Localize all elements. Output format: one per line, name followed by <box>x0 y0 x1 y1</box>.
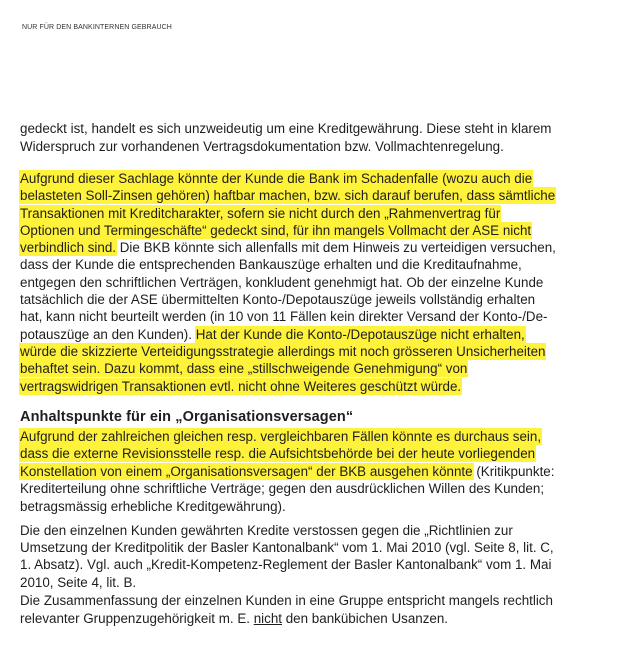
text-segment: (Kritikpunkte: <box>472 463 555 479</box>
text-segment: tatsächlich die der ASE übermittelten Konto-/Depotauszüge jeweils vollständig erhalten <box>20 292 536 308</box>
text-line <box>20 222 634 239</box>
text-line: Die den einzelnen Kunden gewährten Kredite verstossen gegen die „Richtlinien zur <box>20 523 513 538</box>
paragraph-liability <box>20 170 634 395</box>
highlighted-text: würde die skizzierte Verteidigungsstrategie allerdings mit noch grösseren Unsicherheiten <box>20 343 546 359</box>
paragraph-grouping <box>20 592 634 627</box>
text-segment: den bankübichen Usanzen. <box>282 610 449 626</box>
highlighted-text: Aufgrund dieser Sachlage könnte der Kunde die Bank im Schadenfalle (wozu auch die <box>20 171 533 186</box>
text-line <box>20 480 634 497</box>
text-segment: entgegen den schriftlichen Verträgen, konkludent genehmigt hat. Ob der einzelne Kunde <box>20 274 544 290</box>
text-line <box>20 343 634 360</box>
text-segment: dass der Kunde die entsprechenden Bankauszüge erhalten und die Kreditaufnahme, <box>20 257 522 273</box>
text-line: 2010, Seite 4, lit. B. <box>20 574 137 590</box>
text-line <box>20 256 634 273</box>
paragraph-intro <box>20 120 634 155</box>
highlighted-text: vertragswidrigen Transaktionen evtl. nicht ohne Weiteres geschützt würde. <box>20 378 462 394</box>
paragraph-organisation <box>20 428 634 515</box>
text-line <box>20 378 634 395</box>
text-line <box>20 428 634 445</box>
text-line <box>20 239 634 256</box>
text-segment: Krediterteilung ohne schriftliche Verträge; gegen den ausdrücklichen Willen des Kunden; <box>20 481 545 497</box>
section-heading: Anhaltspunkte für ein „Organisationsversagen“ <box>20 409 354 425</box>
text-line: Die Zusammenfassung der einzelnen Kunden in eine Gruppe entspricht mangels rechtlich <box>20 593 553 608</box>
text-line <box>20 291 634 308</box>
text-line <box>20 308 634 325</box>
text-line <box>20 498 634 515</box>
highlighted-text: Transaktionen mit Kreditcharakter, sofern sie nicht durch den „Rahmenvertrag für <box>20 205 501 221</box>
highlighted-text: Hat der Kunde die Konto-/Depotauszüge nicht erhalten, <box>195 326 525 342</box>
text-line: gedeckt ist, handelt es sich unzweideutig um eine Kreditgewährung. Diese steht in klarem <box>20 121 552 136</box>
highlighted-text: verbindlich sind. <box>20 240 117 256</box>
confidentiality-header: NUR FÜR DEN BANKINTERNEN GEBRAUCH <box>22 24 172 31</box>
text-line: 1. Absatz). Vgl. auch „Kredit-Kompetenz-Reglement der Basler Kantonalbank“ vom 1. Mai <box>20 557 552 573</box>
text-line: Umsetzung der Kreditpolitik der Basler Kantonalbank“ vom 1. Mai 2010 (vgl. Seite 8, lit. C, <box>20 540 554 556</box>
text-line <box>20 463 634 480</box>
underlined-word: nicht <box>253 610 283 626</box>
paragraph-guidelines <box>20 522 634 591</box>
highlighted-text: dass die externe Revisionsstelle resp. die Aufsichtsbehörde bei der heute vorliegenden <box>20 446 536 462</box>
text-line <box>20 445 634 462</box>
text-segment: potauszüge an den Kunden). <box>20 326 196 342</box>
highlighted-text: Aufgrund der zahlreichen gleichen resp. vergleichbaren Fällen könnte es durchaus sein, <box>20 429 542 444</box>
text-line <box>20 187 634 204</box>
highlighted-text: behaftet sein. Dazu kommt, dass eine „stillschweigende Genehmigung“ von <box>20 361 468 377</box>
text-segment: Die BKB könnte sich allenfalls mit dem Hinweis zu verteidigen versuchen, <box>116 240 556 256</box>
text-line <box>20 326 634 343</box>
text-line <box>20 360 634 377</box>
text-line <box>20 205 634 222</box>
text-segment: relevanter Gruppenzugehörigkeit m. E. <box>20 610 254 626</box>
highlighted-text: Konstellation von einem „Organisationsversagen“ der BKB ausgehen könnte <box>20 463 473 479</box>
text-line <box>20 274 634 291</box>
text-line: Widerspruch zur vorhandenen Vertragsdokumentation bzw. Vollmachtenregelung. <box>20 138 504 154</box>
text-segment: betragsmässig erhebliche Kreditgewährung). <box>20 498 286 514</box>
text-line <box>20 610 634 628</box>
text-line <box>20 170 634 187</box>
highlighted-text: Optionen und Termingeschäfte“ gedeckt sind, für ihn mangels Vollmacht der ASE nicht <box>20 222 532 238</box>
text-segment: hat, kann nicht beurteilt werden (in 10 von 11 Fällen kein direkter Versand der Konto-/De- <box>20 309 548 325</box>
highlighted-text: belasteten Soll-Zinsen gehören) haftbar machen, bzw. sich darauf berufen, dass sämtliche <box>20 188 556 204</box>
